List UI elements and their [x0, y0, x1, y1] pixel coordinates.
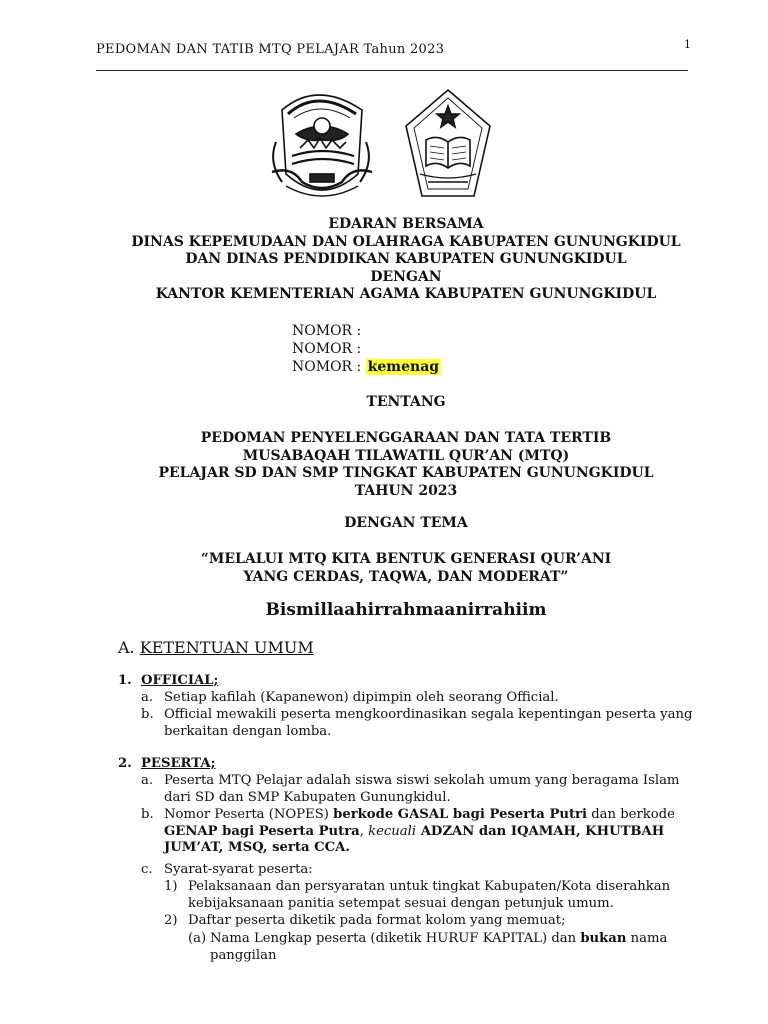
nomor-line-3 — [292, 358, 441, 376]
header-rule — [96, 70, 688, 71]
item2-ca-line-1 — [210, 931, 712, 948]
subject-line-3: PELAJAR SD DAN SMP TINGKAT KABUPATEN GUNUNGKIDUL — [158, 465, 654, 481]
item1-a-text: Setiap kafilah (Kapanewon) dipimpin oleh seorang Official. — [164, 690, 559, 705]
tema-line-2: YANG CERDAS, TAQWA, DAN MODERAT” — [243, 568, 569, 585]
section-a-heading — [118, 638, 314, 657]
item2-c1-text — [188, 879, 712, 912]
item1-b-mark: b. — [141, 707, 154, 722]
title-line-2: DINAS KEPEMUDAAN DAN OLAHRAGA KABUPATEN GUNUNGKIDUL — [131, 233, 681, 250]
page-number: 1 — [684, 38, 691, 51]
item2-b-part-3: dan berkode — [587, 807, 675, 822]
nomor-line-1: NOMOR : — [292, 323, 362, 339]
item1-number: 1. — [118, 673, 132, 688]
item2-a-text — [164, 773, 712, 806]
item2-ca-part-2: bukan — [580, 931, 627, 946]
nomor-line-2: NOMOR : — [292, 341, 362, 357]
item2-c2-text: Daftar peserta diketik pada format kolom yang memuat; — [188, 913, 566, 928]
item2-ca-mark: (a) — [188, 931, 207, 946]
item2-number: 2. — [118, 756, 132, 771]
item2-b-text — [164, 807, 712, 857]
nomor-highlight: kemenag — [367, 359, 440, 375]
subject-line-1: PEDOMAN PENYELENGGARAAN DAN TATA TERTIB — [200, 430, 612, 446]
tema-line-1: “MELALUI MTQ KITA BENTUK GENERASI QUR’ANI — [200, 551, 612, 567]
item2-c1-mark: 1) — [164, 879, 178, 894]
item2-b-line-2 — [164, 824, 712, 841]
item2-ca-part-3: nama — [626, 931, 668, 946]
item2-ca-text — [210, 931, 712, 964]
tentang-label: TENTANG — [366, 394, 446, 410]
item1-title: OFFICIAL; — [141, 673, 219, 688]
tema-label: DENGAN TEMA — [344, 515, 468, 531]
item2-c2-mark: 2) — [164, 913, 178, 928]
logos — [262, 82, 492, 212]
title-line-5: KANTOR KEMENTERIAN AGAMA KABUPATEN GUNUNGKIDUL — [155, 286, 657, 302]
nomor-label-3: NOMOR : — [292, 359, 362, 375]
item2-c1-line-1: Pelaksanaan dan persyaratan untuk tingkat Kabupaten/Kota diserahkan — [188, 879, 671, 894]
item2-c-text: Syarat-syarat peserta: — [164, 862, 313, 877]
item2-b-line-1 — [164, 807, 712, 824]
item2-c-mark: c. — [141, 862, 153, 877]
item2-c1-line-2: kebijaksanaan panitia setempat sesuai dengan petunjuk umum. — [188, 895, 614, 911]
item2-b-part-2: berkode GASAL bagi Peserta Putri — [333, 807, 588, 822]
item1-b-line-1: Official mewakili peserta mengkoordinasikan segala kepentingan peserta yang — [164, 707, 693, 722]
item2-ca-part-1: Nama Lengkap peserta (diketik HURUF KAPITAL) dan — [210, 931, 581, 946]
subject-line-2: MUSABAQAH TILAWATIL QUR’AN (MTQ) — [242, 447, 570, 464]
title-line-1: EDARAN BERSAMA — [328, 216, 484, 232]
item2-b-part-4: GENAP bagi Peserta Putra — [164, 823, 360, 839]
item2-a-line-2: dari SD dan SMP Kabupaten Gunungkidul. — [164, 789, 451, 805]
item1-a-mark: a. — [141, 690, 154, 705]
running-header: PEDOMAN DAN TATIB MTQ PELAJAR Tahun 2023 — [96, 42, 445, 57]
title-line-4: DENGAN — [370, 268, 442, 285]
item1-b-text — [164, 707, 712, 740]
item2-b-part-5: , — [359, 823, 369, 839]
item2-title: PESERTA; — [141, 756, 216, 771]
tema-block — [96, 551, 716, 586]
item2-a-mark: a. — [141, 773, 154, 788]
subject-block — [96, 430, 716, 500]
nomor-block — [292, 322, 441, 376]
subject-line-4: TAHUN 2023 — [354, 482, 458, 499]
section-a-letter: A. — [118, 638, 135, 657]
item2-b-part-1: Nomor Peserta (NOPES) — [164, 807, 334, 822]
item2-b-part-7: ADZAN dan IQAMAH, KHUTBAH — [416, 823, 665, 839]
gunungkidul-emblem-logo — [272, 95, 372, 196]
item1-b-line-2: berkaitan dengan lomba. — [164, 723, 332, 739]
item2-b-mark: b. — [141, 807, 154, 822]
section-a-title: KETENTUAN UMUM — [139, 638, 314, 657]
item2-a-line-1: Peserta MTQ Pelajar adalah siswa siswi sekolah umum yang beragama Islam — [164, 773, 680, 788]
title-line-3: DAN DINAS PENDIDIKAN KABUPATEN GUNUNGKIDUL — [185, 251, 627, 267]
kemenag-emblem-logo — [406, 90, 490, 196]
item2-b-part-8: JUM’AT, MSQ, serta CCA. — [164, 840, 350, 856]
item2-ca-line-2: panggilan — [210, 947, 277, 963]
item2-b-line-3 — [164, 840, 712, 857]
title-block — [96, 216, 716, 304]
item2-b-part-6: kecuali — [368, 823, 417, 839]
bismillah: Bismillaahirrahmaanirrahiim — [265, 600, 547, 620]
